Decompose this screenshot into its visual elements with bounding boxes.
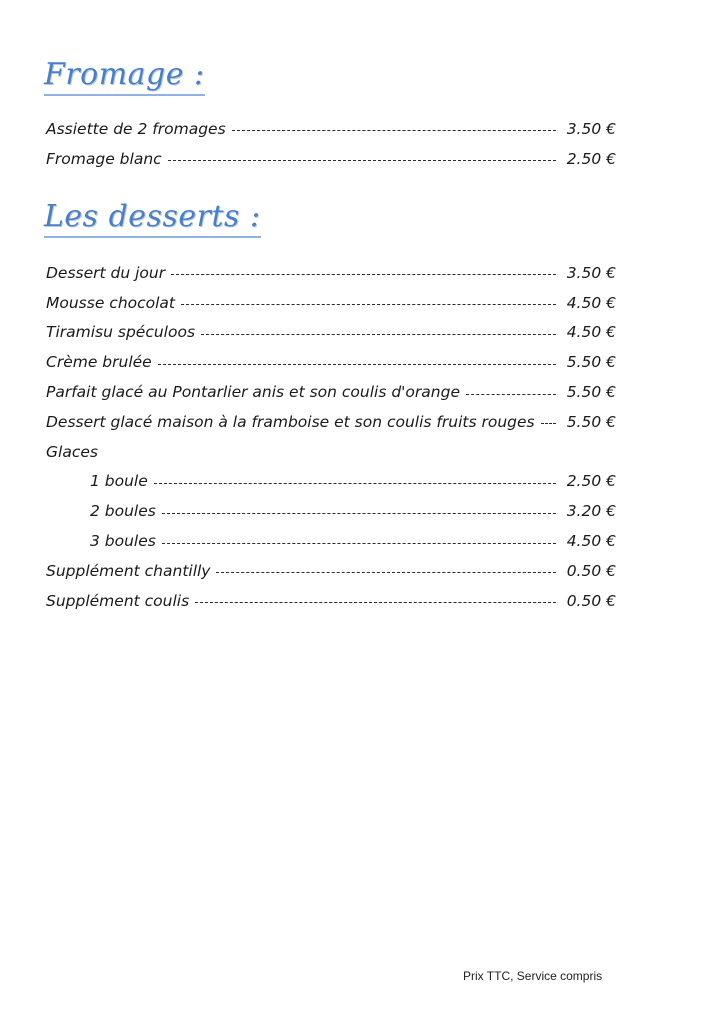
item-price: 4.50 € [566,293,616,312]
fromage-list [46,114,616,174]
item-price: 3.20 € [566,502,616,521]
menu-item [46,377,616,407]
item-price: 0.50 € [566,561,616,580]
item-name: Fromage blanc [46,149,162,168]
section-title-fromage: Fromage : [44,58,205,96]
subheading-glaces: Glaces [46,442,98,461]
item-name: Tiramisu spéculoos [46,323,196,342]
menu-item [46,556,616,586]
menu-item [46,318,616,348]
item-price: 2.50 € [566,472,616,491]
item-name: 2 boules [90,502,156,521]
item-price: 3.50 € [566,119,616,138]
menu-item [46,258,616,288]
menu-item [46,407,616,437]
item-name: 1 boule [90,472,148,491]
item-name: Dessert du jour [46,263,166,282]
item-name: Dessert glacé maison à la framboise et son coulis fruits rouges [46,412,535,431]
item-name: 3 boules [90,532,156,551]
menu-item [46,114,616,144]
item-name: Supplément coulis [46,591,190,610]
menu-item [46,288,616,318]
dotted-leader [181,304,556,305]
item-name: Mousse chocolat [46,293,176,312]
dotted-leader [232,130,556,131]
menu-item [46,347,616,377]
item-price: 3.50 € [566,263,616,282]
item-name: Crème brulée [46,353,152,372]
item-price: 0.50 € [566,591,616,610]
dotted-leader [201,334,556,335]
dotted-leader [541,423,556,424]
dotted-leader [162,543,556,544]
menu-item [46,467,616,497]
menu-item [46,144,616,174]
item-price: 4.50 € [566,323,616,342]
dotted-leader [158,364,556,365]
desserts-list [46,258,616,616]
item-name: Assiette de 2 fromages [46,119,226,138]
dotted-leader [162,513,556,514]
dotted-leader [466,394,556,395]
dotted-leader [168,160,556,161]
menu-item [46,496,616,526]
footer-note: Prix TTC, Service compris [463,969,603,983]
menu-item [46,586,616,616]
item-price: 2.50 € [566,149,616,168]
item-price: 5.50 € [566,383,616,402]
menu-item [46,526,616,556]
section-title-desserts: Les desserts : [44,200,261,238]
item-price: 5.50 € [566,353,616,372]
dotted-leader [216,572,556,573]
dotted-leader [195,602,556,603]
item-price: 5.50 € [566,412,616,431]
item-price: 4.50 € [566,532,616,551]
item-name: Supplément chantilly [46,561,211,580]
dotted-leader [154,483,556,484]
dotted-leader [171,274,556,275]
item-name: Parfait glacé au Pontarlier anis et son coulis d'orange [46,383,460,402]
menu-subheading [46,437,616,467]
